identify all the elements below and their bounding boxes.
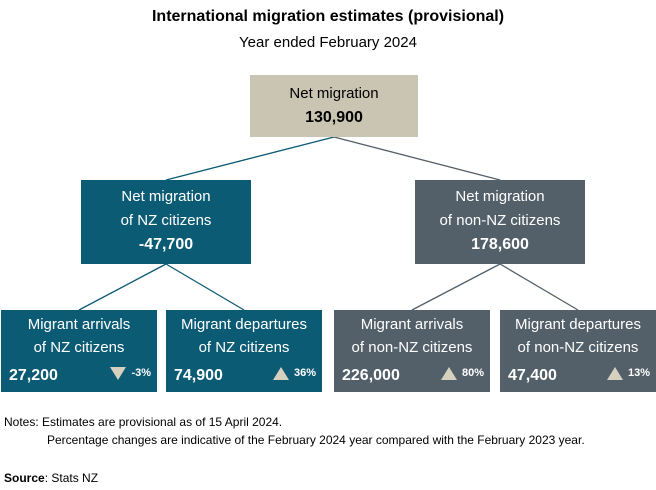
- notes-line2: Percentage changes are indicative of the February 2024 year compared with the February 2023 year.: [47, 433, 585, 447]
- departures-non-nz-box: [500, 310, 656, 392]
- net-migration-non-nz-box: [415, 180, 585, 264]
- connector-left-leaf2: [166, 264, 244, 310]
- source-text: : Stats NZ: [44, 471, 99, 485]
- leaf-change-text: 13%: [627, 367, 650, 379]
- departures-nz-box: [166, 310, 322, 392]
- net-migration-box: [250, 75, 418, 137]
- leaf-line1: Migrant arrivals: [360, 316, 464, 333]
- connector-right-leaf4: [500, 264, 578, 310]
- arrow-up-icon: [607, 367, 623, 380]
- connector-right-leaf3: [412, 264, 500, 310]
- leaf-change-text: 36%: [293, 367, 316, 379]
- connector-root-right: [334, 137, 500, 180]
- leaf-change-text: -3%: [131, 367, 151, 379]
- notes-line1: Notes: Estimates are provisional as of 15 April 2024.: [4, 415, 283, 429]
- diagram-subtitle: Year ended February 2024: [239, 34, 417, 51]
- source: [4, 471, 98, 485]
- net-migration-value: 130,900: [305, 109, 363, 126]
- arrow-up-icon: [441, 367, 457, 380]
- leaf-change-text: 80%: [461, 367, 484, 379]
- connector-root-left: [166, 137, 334, 180]
- group-value: 178,600: [471, 236, 529, 253]
- leaf-line2: of non-NZ citizens: [351, 339, 473, 356]
- notes: [4, 413, 585, 449]
- leaf-line1: Migrant departures: [515, 316, 641, 333]
- leaf-line1: Migrant arrivals: [27, 316, 131, 333]
- arrivals-nz-box: [1, 310, 157, 392]
- leaf-line2: of NZ citizens: [198, 339, 290, 356]
- leaf-line2: of non-NZ citizens: [517, 339, 639, 356]
- leaf-line1: Migrant departures: [181, 316, 307, 333]
- group-value: -47,700: [138, 236, 194, 253]
- leaf-value: 27,200: [9, 367, 58, 384]
- group-line2: of NZ citizens: [120, 212, 212, 229]
- leaf-change: [110, 362, 151, 385]
- group-line2: of non-NZ citizens: [439, 212, 561, 229]
- leaf-value: 226,000: [342, 367, 400, 384]
- leaf-value: 47,400: [508, 367, 557, 384]
- net-migration-label: Net migration: [289, 85, 379, 102]
- diagram-title: International migration estimates (provisional): [151, 8, 505, 25]
- leaf-change: [607, 362, 650, 385]
- arrivals-non-nz-box: [334, 310, 490, 392]
- arrow-down-icon: [110, 367, 126, 380]
- group-line1: Net migration: [455, 188, 545, 205]
- source-label: Source: [4, 471, 45, 485]
- leaf-change: [441, 362, 484, 385]
- net-migration-nz-box: [81, 180, 251, 264]
- arrow-up-icon: [273, 367, 289, 380]
- leaf-change: [273, 362, 316, 385]
- leaf-line2: of NZ citizens: [33, 339, 125, 356]
- leaf-value: 74,900: [174, 367, 223, 384]
- group-line1: Net migration: [121, 188, 211, 205]
- connector-left-leaf1: [79, 264, 166, 310]
